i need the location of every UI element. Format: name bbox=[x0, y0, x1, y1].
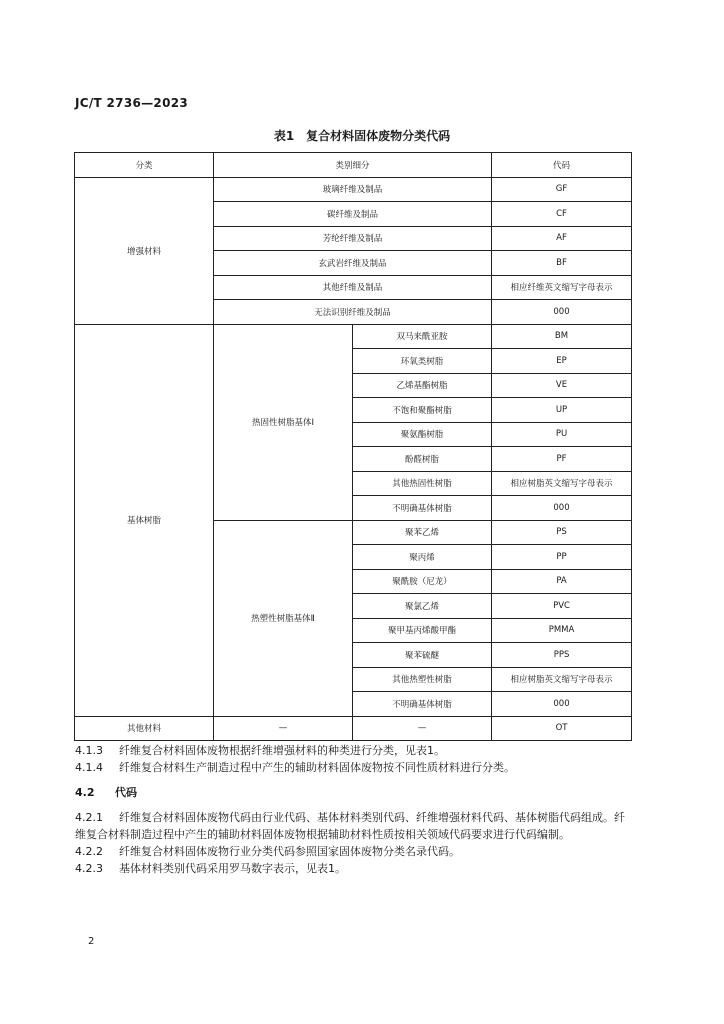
clause-number: 4.1.4 bbox=[75, 761, 103, 774]
subcategory-cell: 其他纤维及制品 bbox=[214, 275, 492, 300]
resin-name-cell: 聚丙烯 bbox=[353, 545, 492, 570]
code-cell: EP bbox=[492, 349, 632, 374]
subcategory-cell: 无法识别纤维及制品 bbox=[214, 300, 492, 325]
code-cell: PF bbox=[492, 447, 632, 472]
body-text bbox=[75, 742, 635, 877]
category-other: 其他材料 bbox=[75, 716, 214, 741]
code-cell: AF bbox=[492, 226, 632, 251]
resin-name-cell: 环氧类树脂 bbox=[353, 349, 492, 374]
other-sub-cell: — bbox=[214, 716, 353, 741]
resin-name-cell: 其他热固性树脂 bbox=[353, 471, 492, 496]
resin-name-cell: 聚酰胺（尼龙） bbox=[353, 569, 492, 594]
code-cell: VE bbox=[492, 373, 632, 398]
section-number: 4.2 bbox=[75, 786, 95, 799]
resin-name-cell: 聚氨酯树脂 bbox=[353, 422, 492, 447]
section-heading-4-2 bbox=[75, 784, 635, 801]
header-category: 分类 bbox=[75, 153, 214, 178]
other-detail-cell: — bbox=[353, 716, 492, 741]
header-code: 代码 bbox=[492, 153, 632, 178]
page-number: 2 bbox=[88, 936, 95, 947]
resin-name-cell: 聚氯乙烯 bbox=[353, 594, 492, 619]
code-cell: BM bbox=[492, 324, 632, 349]
code-cell: 相应树脂英文缩写字母表示 bbox=[492, 667, 632, 692]
clause-number: 4.2.2 bbox=[75, 845, 103, 858]
code-cell: UP bbox=[492, 398, 632, 423]
code-cell: PS bbox=[492, 520, 632, 545]
code-cell: 000 bbox=[492, 692, 632, 717]
resin-name-cell: 酚醛树脂 bbox=[353, 447, 492, 472]
category-matrix-resin: 基体树脂 bbox=[75, 324, 214, 716]
paragraph-4-2-3 bbox=[75, 860, 635, 877]
table-row bbox=[75, 177, 632, 202]
header-subcategory: 类别细分 bbox=[214, 153, 492, 178]
table-row bbox=[75, 716, 632, 741]
subcategory-cell: 碳纤维及制品 bbox=[214, 202, 492, 227]
code-cell: BF bbox=[492, 251, 632, 276]
code-cell: GF bbox=[492, 177, 632, 202]
paragraph-4-2-1 bbox=[75, 809, 635, 843]
thermoset-group-label: 热固性树脂基体Ⅰ bbox=[214, 324, 353, 520]
category-reinforcement: 增强材料 bbox=[75, 177, 214, 324]
clause-text: 基体材料类别代码采用罗马数字表示，见表1。 bbox=[119, 862, 346, 875]
table-header-row bbox=[75, 153, 632, 178]
code-cell: 000 bbox=[492, 496, 632, 521]
section-title: 代码 bbox=[115, 786, 137, 799]
resin-name-cell: 其他热塑性树脂 bbox=[353, 667, 492, 692]
table-row bbox=[75, 324, 632, 349]
clause-number: 4.2.3 bbox=[75, 862, 103, 875]
subcategory-cell: 玻璃纤维及制品 bbox=[214, 177, 492, 202]
clause-text: 纤维复合材料固体废物根据纤维增强材料的种类进行分类，见表1。 bbox=[119, 744, 445, 757]
paragraph-4-1-4 bbox=[75, 759, 635, 776]
code-cell: PVC bbox=[492, 594, 632, 619]
code-cell: PP bbox=[492, 545, 632, 570]
code-cell: PPS bbox=[492, 643, 632, 668]
resin-name-cell: 不明确基体树脂 bbox=[353, 496, 492, 521]
code-cell: PU bbox=[492, 422, 632, 447]
resin-name-cell: 聚苯硫醚 bbox=[353, 643, 492, 668]
code-cell: 相应树脂英文缩写字母表示 bbox=[492, 471, 632, 496]
paragraph-4-1-3 bbox=[75, 742, 635, 759]
clause-number: 4.1.3 bbox=[75, 744, 103, 757]
code-cell: 000 bbox=[492, 300, 632, 325]
code-cell: OT bbox=[492, 716, 632, 741]
clause-text: 纤维复合材料固体废物代码由行业代码、基体材料类别代码、纤维增强材料代码、基体树脂代码组成。纤维复合材料制造过程中产生的辅助材料固体废物根据辅助材料性质按相关领域代码要求进行代码编制。 bbox=[75, 811, 625, 841]
clause-number: 4.2.1 bbox=[75, 811, 103, 824]
resin-name-cell: 乙烯基酯树脂 bbox=[353, 373, 492, 398]
code-cell: CF bbox=[492, 202, 632, 227]
thermoplastic-group-label: 热塑性树脂基体Ⅱ bbox=[214, 520, 353, 716]
resin-name-cell: 双马来酰亚胺 bbox=[353, 324, 492, 349]
resin-name-cell: 聚苯乙烯 bbox=[353, 520, 492, 545]
clause-text: 纤维复合材料生产制造过程中产生的辅助材料固体废物按不同性质材料进行分类。 bbox=[119, 761, 515, 774]
code-cell: PA bbox=[492, 569, 632, 594]
subcategory-cell: 芳纶纤维及制品 bbox=[214, 226, 492, 251]
classification-code-table bbox=[74, 152, 632, 741]
standard-code: JC/T 2736—2023 bbox=[75, 96, 189, 110]
code-cell: 相应纤维英文缩写字母表示 bbox=[492, 275, 632, 300]
subcategory-cell: 玄武岩纤维及制品 bbox=[214, 251, 492, 276]
resin-name-cell: 不饱和聚酯树脂 bbox=[353, 398, 492, 423]
table-title: 表1 复合材料固体废物分类代码 bbox=[273, 129, 451, 143]
resin-name-cell: 不明确基体树脂 bbox=[353, 692, 492, 717]
paragraph-4-2-2 bbox=[75, 843, 635, 860]
resin-name-cell: 聚甲基丙烯酸甲酯 bbox=[353, 618, 492, 643]
clause-text: 纤维复合材料固体废物行业分类代码参照国家固体废物分类名录代码。 bbox=[119, 845, 460, 858]
code-cell: PMMA bbox=[492, 618, 632, 643]
